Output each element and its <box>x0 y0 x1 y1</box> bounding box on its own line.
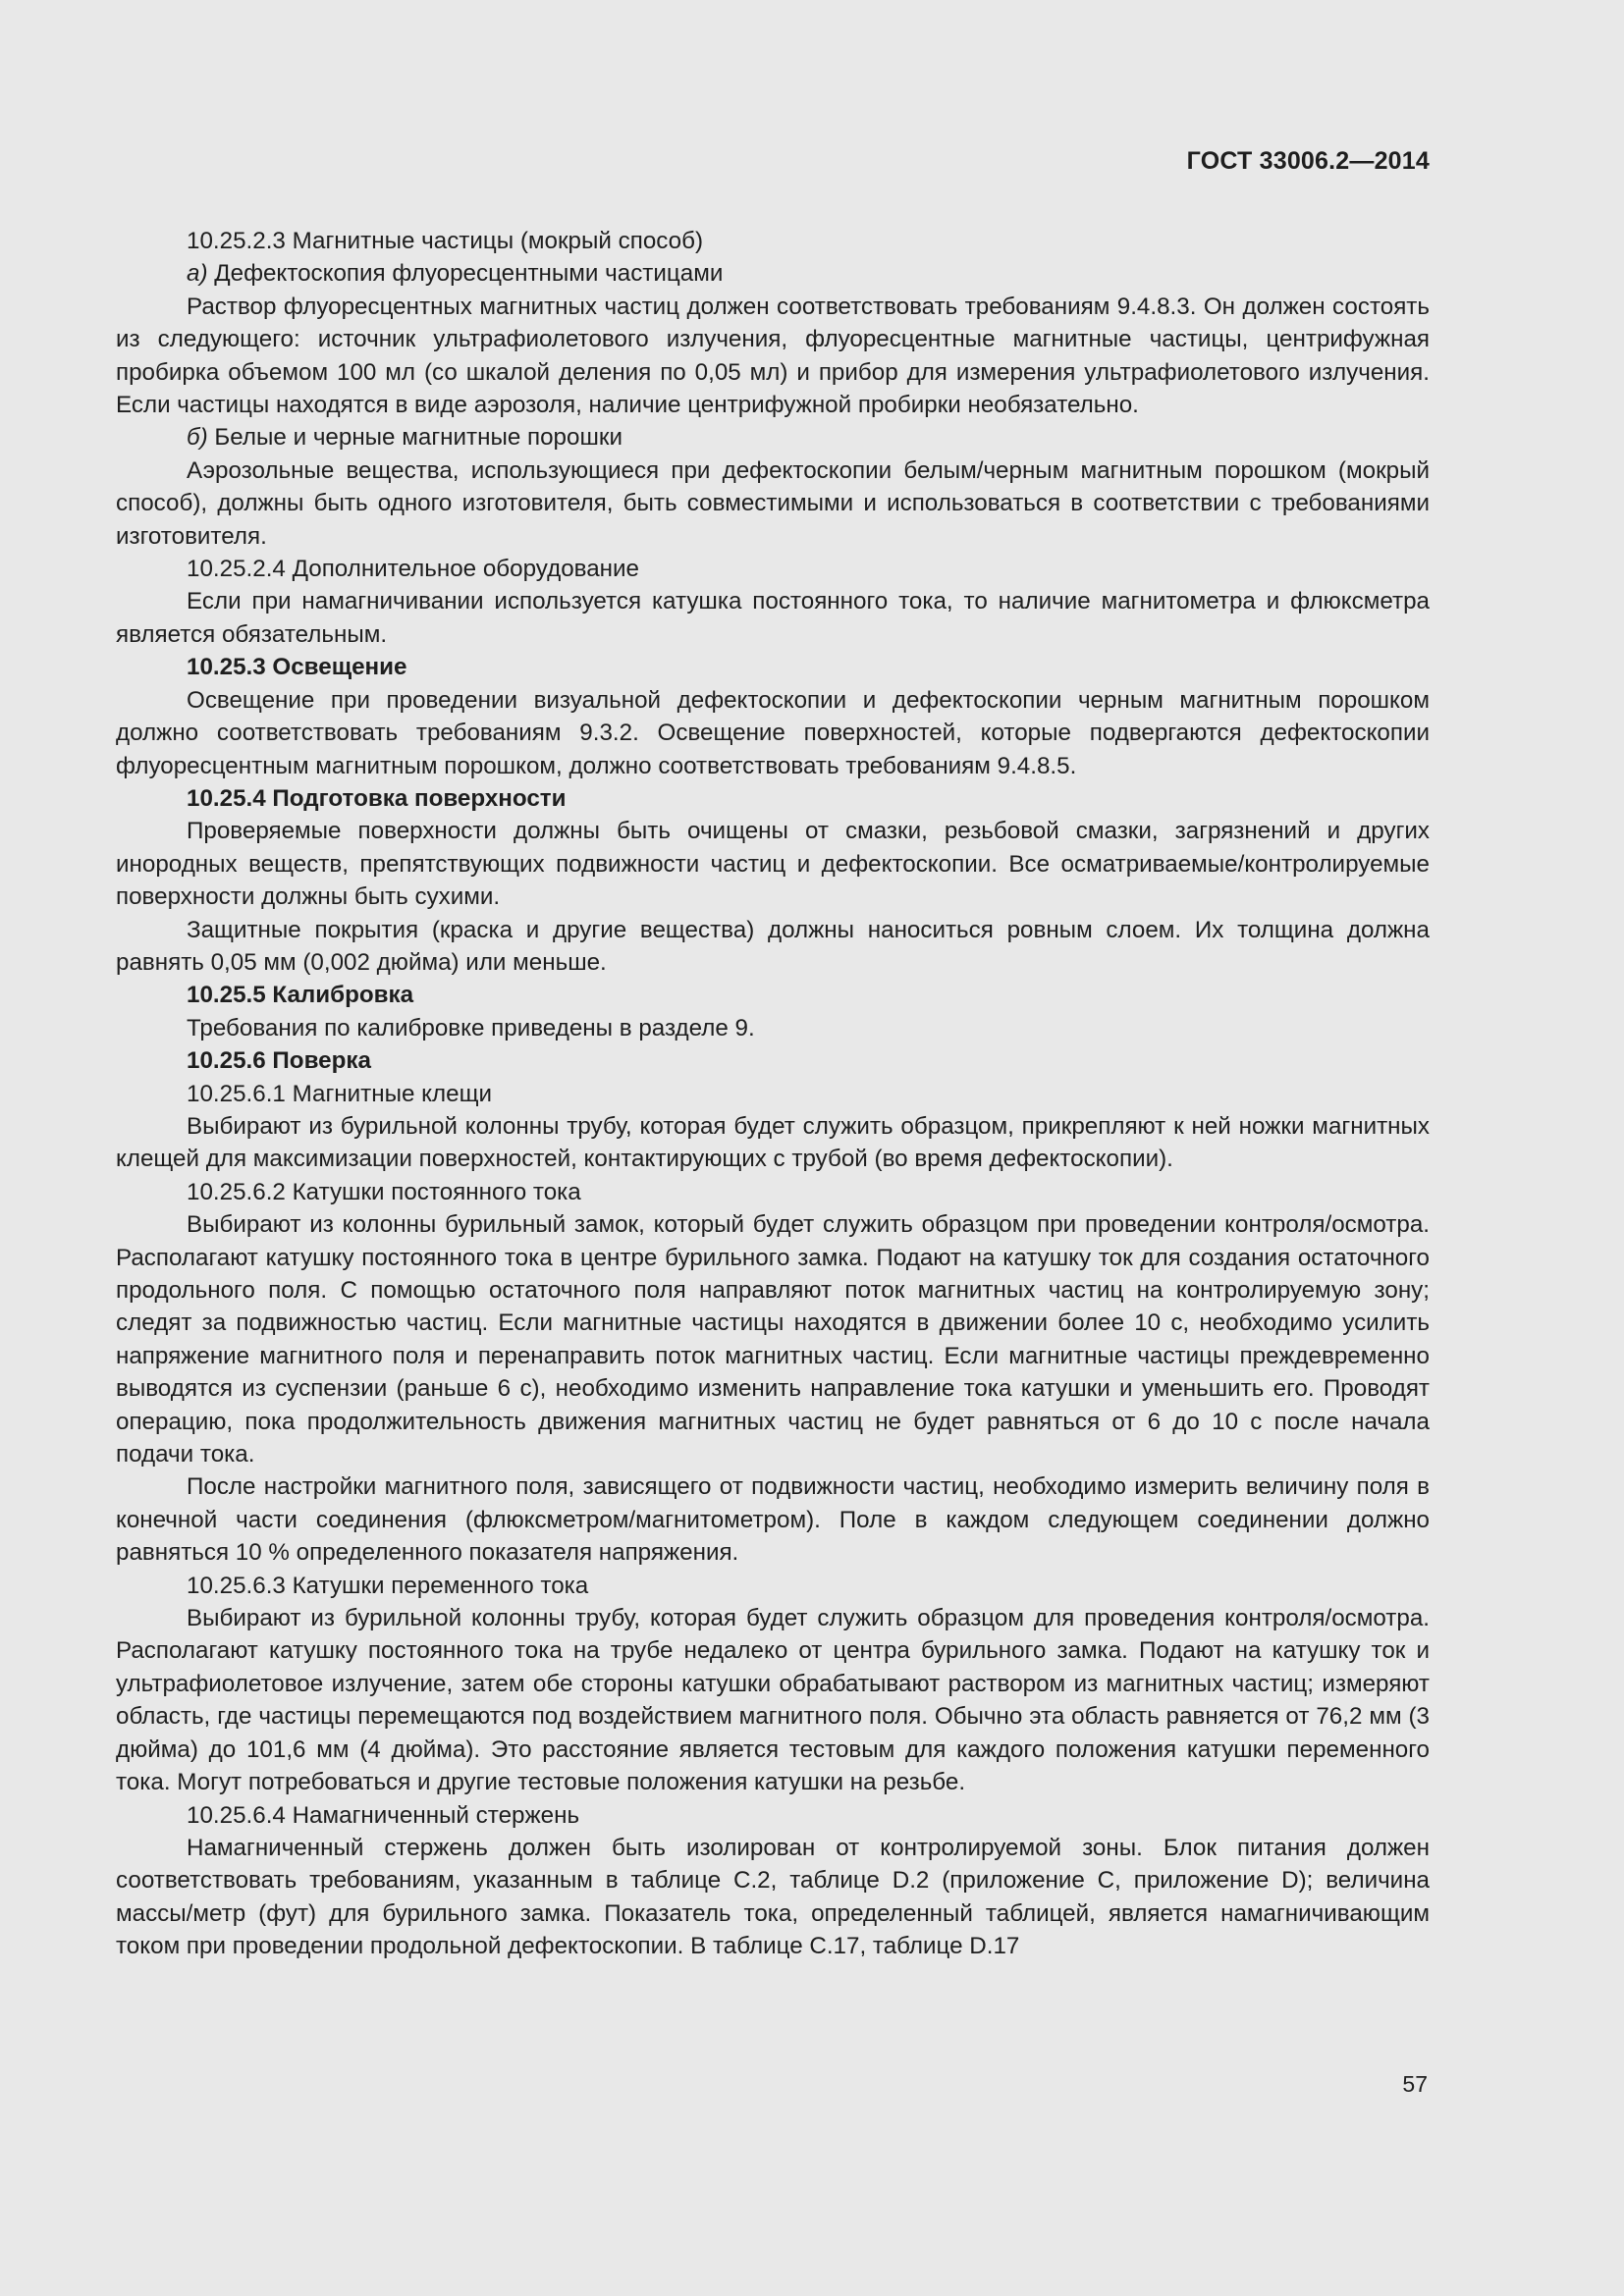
paragraph <box>116 1012 1430 1044</box>
paragraph-text: Выбирают из колонны бурильный замок, который будет служить образцом при проведении контроля/осмотра. Располагают катушку постоянного тока в центре бурильного замка. Подают на катушку ток для создания остаточного продольного поля. С помощью остаточного поля направляют поток магнитных частиц на контролируемую зону; следят за подвижностью частиц. Если магнитные частицы находятся в движении более 10 с, необходимо усилить напряжение магнитного поля и перенаправить поток магнитных частиц. Если магнитные частицы преждевременно выводятся из суспензии (раньше 6 с), необходимо изменить направление тока катушки и уменьшить его. Проводят операцию, пока продолжительность движения магнитных частиц не будет равняться от 6 до 10 с после начала подачи тока. <box>116 1211 1430 1468</box>
paragraph <box>116 914 1430 980</box>
section-heading <box>116 651 1430 683</box>
paragraph <box>116 585 1430 651</box>
paragraph-text: 10.25.6.1 Магнитные клещи <box>187 1080 492 1107</box>
paragraph-text: 10.25.6 Поверка <box>187 1047 371 1075</box>
paragraph <box>116 1570 1430 1602</box>
paragraph <box>116 225 1430 257</box>
paragraph-text: 10.25.6.2 Катушки постоянного тока <box>187 1178 581 1205</box>
paragraph-text: Если при намагничивании используется катушка постоянного тока, то наличие магнитометра и флюксметра является обязательным. <box>116 588 1430 648</box>
section-heading <box>116 979 1430 1011</box>
paragraph <box>116 1470 1430 1569</box>
paragraph <box>116 1799 1430 1832</box>
paragraph-text: Намагниченный стержень должен быть изолирован от контролируемой зоны. Блок питания должен соответствовать требованиям, указанным в таблице С.2, таблице D.2 (приложение С, приложение D); величина массы/метр (фут) для бурильного замка. Показатель тока, определенный таблицей, является намагничивающим током при проведении продольной дефектоскопии. В таблице С.17, таблице D.17 <box>116 1834 1430 1960</box>
paragraph-text: Раствор флуоресцентных магнитных частиц должен соответствовать требованиям 9.4.8.3. Он должен состоять из следующего: источник ультрафиолетового излучения, флуоресцентные магнитные частицы, центрифужная пробирка объемом 100 мл (со шкалой деления по 0,05 мл) и прибор для измерения ультрафиолетового излучения. Если частицы находятся в виде аэрозоля, наличие центрифужной пробирки необязательно. <box>116 293 1430 419</box>
paragraph-text: 10.25.6.4 Намагниченный стержень <box>187 1801 580 1829</box>
paragraph-text: 10.25.4 Подготовка поверхности <box>187 784 567 812</box>
paragraph <box>116 454 1430 553</box>
paragraph <box>116 815 1430 913</box>
paragraph <box>116 1110 1430 1176</box>
page-number: 57 <box>1402 2071 1428 2097</box>
paragraph-text: 10.25.5 Калибровка <box>187 982 414 1009</box>
paragraph <box>116 1602 1430 1798</box>
paragraph-text: Белые и черные магнитные порошки <box>207 424 623 452</box>
paragraph-text: 10.25.2.4 Дополнительное оборудование <box>187 556 639 583</box>
paragraph <box>116 553 1430 585</box>
section-heading <box>116 782 1430 815</box>
paragraph-text: 10.25.2.3 Магнитные частицы (мокрый способ) <box>187 228 703 254</box>
paragraph <box>116 1078 1430 1110</box>
section-heading <box>116 1044 1430 1077</box>
paragraph-text: Аэрозольные вещества, использующиеся при дефектоскопии белым/черным магнитным порошком (мокрый способ), должны быть одного изготовителя, быть совместимыми и использоваться в соответствии с требованиями изготовителя. <box>116 456 1430 550</box>
paragraph-text: Защитные покрытия (краска и другие вещества) должны наноситься ровным слоем. Их толщина должна равнять 0,05 мм (0,002 дюйма) или меньше. <box>116 916 1430 976</box>
document-body <box>116 225 1430 1963</box>
paragraph-text: Выбирают из бурильной колонны трубу, которая будет служить образцом для проведения контроля/осмотра. Располагают катушку постоянного тока на трубе недалеко от центра бурильного замка. Подают на катушку ток и ультрафиолетовое излучение, затем обе стороны катушки обрабатывают раствором из магнитных частиц; измеряют область, где частицы перемещаются под воздействием магнитного поля. Обычно эта область равняется от 76,2 мм (3 дюйма) до 101,6 мм (4 дюйма). Это расстояние является тестовым для каждого положения катушки переменного тока. Могут потребоваться и другие тестовые положения катушки на резьбе. <box>116 1605 1430 1796</box>
list-marker: а) <box>187 260 208 288</box>
paragraph-text: Требования по калибровке приведены в разделе 9. <box>187 1014 755 1041</box>
paragraph <box>116 1832 1430 1963</box>
paragraph <box>116 291 1430 422</box>
list-marker: б) <box>187 424 208 452</box>
paragraph-text: 10.25.3 Освещение <box>187 654 407 681</box>
paragraph <box>116 421 1430 454</box>
paragraph <box>116 1176 1430 1208</box>
paragraph <box>116 684 1430 782</box>
paragraph-text: После настройки магнитного поля, зависящего от подвижности частиц, необходимо измерить величину поля в конечной части соединения (флюксметром/магнитометром). Поле в каждом следующем соединении должно равняться 10 % определенного показателя напряжения. <box>116 1473 1430 1567</box>
paragraph <box>116 1208 1430 1470</box>
paragraph-text: Выбирают из бурильной колонны трубу, которая будет служить образцом, прикрепляют к ней ножки магнитных клещей для максимизации поверхностей, контактирующих с трубой (во время дефектоскопии). <box>116 1112 1430 1173</box>
paragraph-text: Освещение при проведении визуальной дефектоскопии и дефектоскопии черным магнитным порошком должно соответствовать требованиям 9.3.2. Освещение поверхностей, которые подвергаются дефектоскопии флуоресцентным магнитным порошком, должно соответствовать требованиям 9.4.8.5. <box>116 686 1430 779</box>
standard-header: ГОСТ 33006.2—2014 <box>1186 147 1430 175</box>
paragraph <box>116 257 1430 290</box>
paragraph-text: 10.25.6.3 Катушки переменного тока <box>187 1572 589 1599</box>
paragraph-text: Дефектоскопия флуоресцентными частицами <box>207 260 724 288</box>
paragraph-text: Проверяемые поверхности должны быть очищены от смазки, резьбовой смазки, загрязнений и других инородных веществ, препятствующих подвижности частиц и дефектоскопии. Все осматриваемые/контролируемые поверхности должны быть сухими. <box>116 818 1430 911</box>
